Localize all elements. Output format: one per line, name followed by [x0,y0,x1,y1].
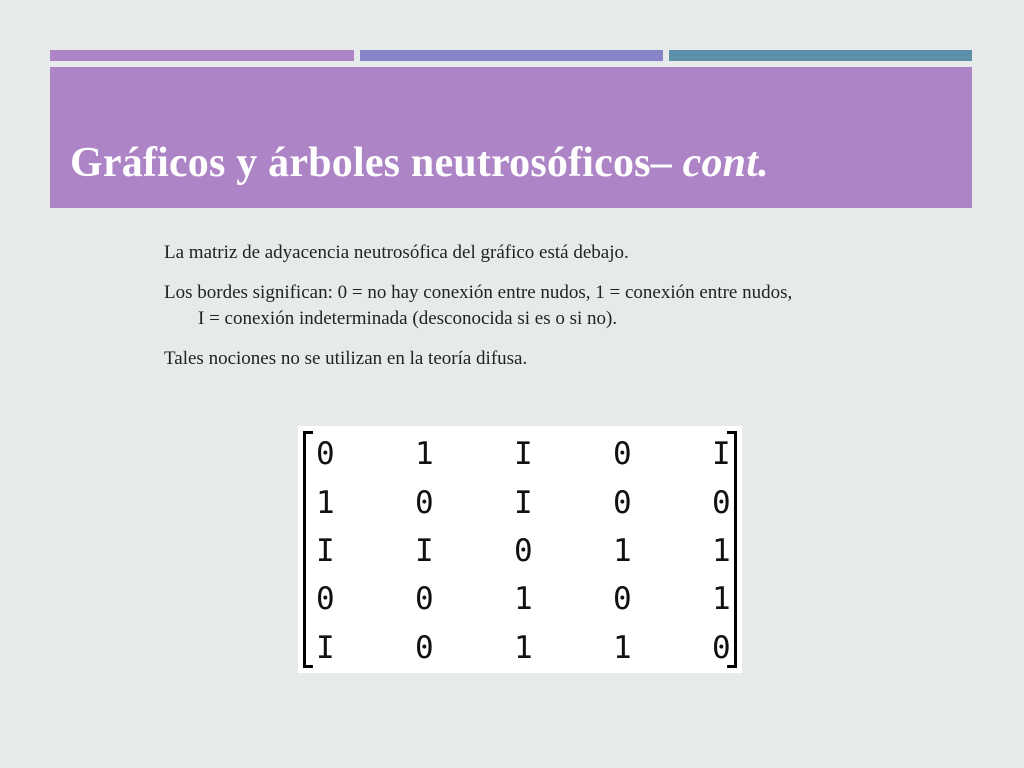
paragraph-fuzzy-theory: Tales nociones no se utilizan en la teoría difusa. [164,348,528,369]
paragraph-adjacency-matrix: La matriz de adyacencia neutrosófica del gráfico está debajo. [164,242,629,263]
title-band [50,67,972,208]
matrix-cell: I [316,629,335,666]
matrix-cell: 0 [415,484,434,521]
matrix-cell: 0 [415,581,434,618]
matrix-cell: 0 [316,436,335,473]
matrix-cell: 1 [613,532,632,569]
matrix-cell: I [415,532,434,569]
matrix-cell: 0 [613,436,632,473]
matrix-cell: 0 [613,484,632,521]
matrix-cell: 1 [712,581,731,618]
matrix-cell: 1 [316,484,335,521]
matrix-cell: 0 [712,629,731,666]
matrix-cell: 1 [415,436,434,473]
matrix-cell: 1 [514,581,533,618]
matrix-cell: I [514,484,533,521]
matrix-cell: I [316,532,335,569]
matrix-cell: I [712,436,731,473]
edge-meanings-line-2: I = conexión indeterminada (desconocida si es o si no). [198,308,618,329]
matrix-cell: I [514,436,533,473]
matrix-cell: 0 [514,532,533,569]
matrix-cell: 1 [514,629,533,666]
matrix-cell: 1 [613,629,632,666]
accent-bar-3 [669,50,972,61]
slide-title [70,139,769,187]
accent-bar-2 [360,50,663,61]
slide-body [164,240,954,386]
adjacency-matrix-image [298,426,742,673]
slide-title-italic: cont. [682,140,769,186]
slide-title-main: Gráficos y árboles neutrosóficos– [70,140,683,186]
matrix-cell: 0 [316,581,335,618]
paragraph-edge-meanings [164,280,954,332]
matrix-cell: 0 [712,484,731,521]
matrix-cell: 1 [712,532,731,569]
edge-meanings-line-1: Los bordes significan: 0 = no hay conexión entre nudos, 1 = conexión entre nudos, [164,282,793,303]
matrix-cell: 0 [415,629,434,666]
accent-bar-1 [50,50,354,61]
matrix-grid [310,430,740,672]
matrix-cell: 0 [613,581,632,618]
